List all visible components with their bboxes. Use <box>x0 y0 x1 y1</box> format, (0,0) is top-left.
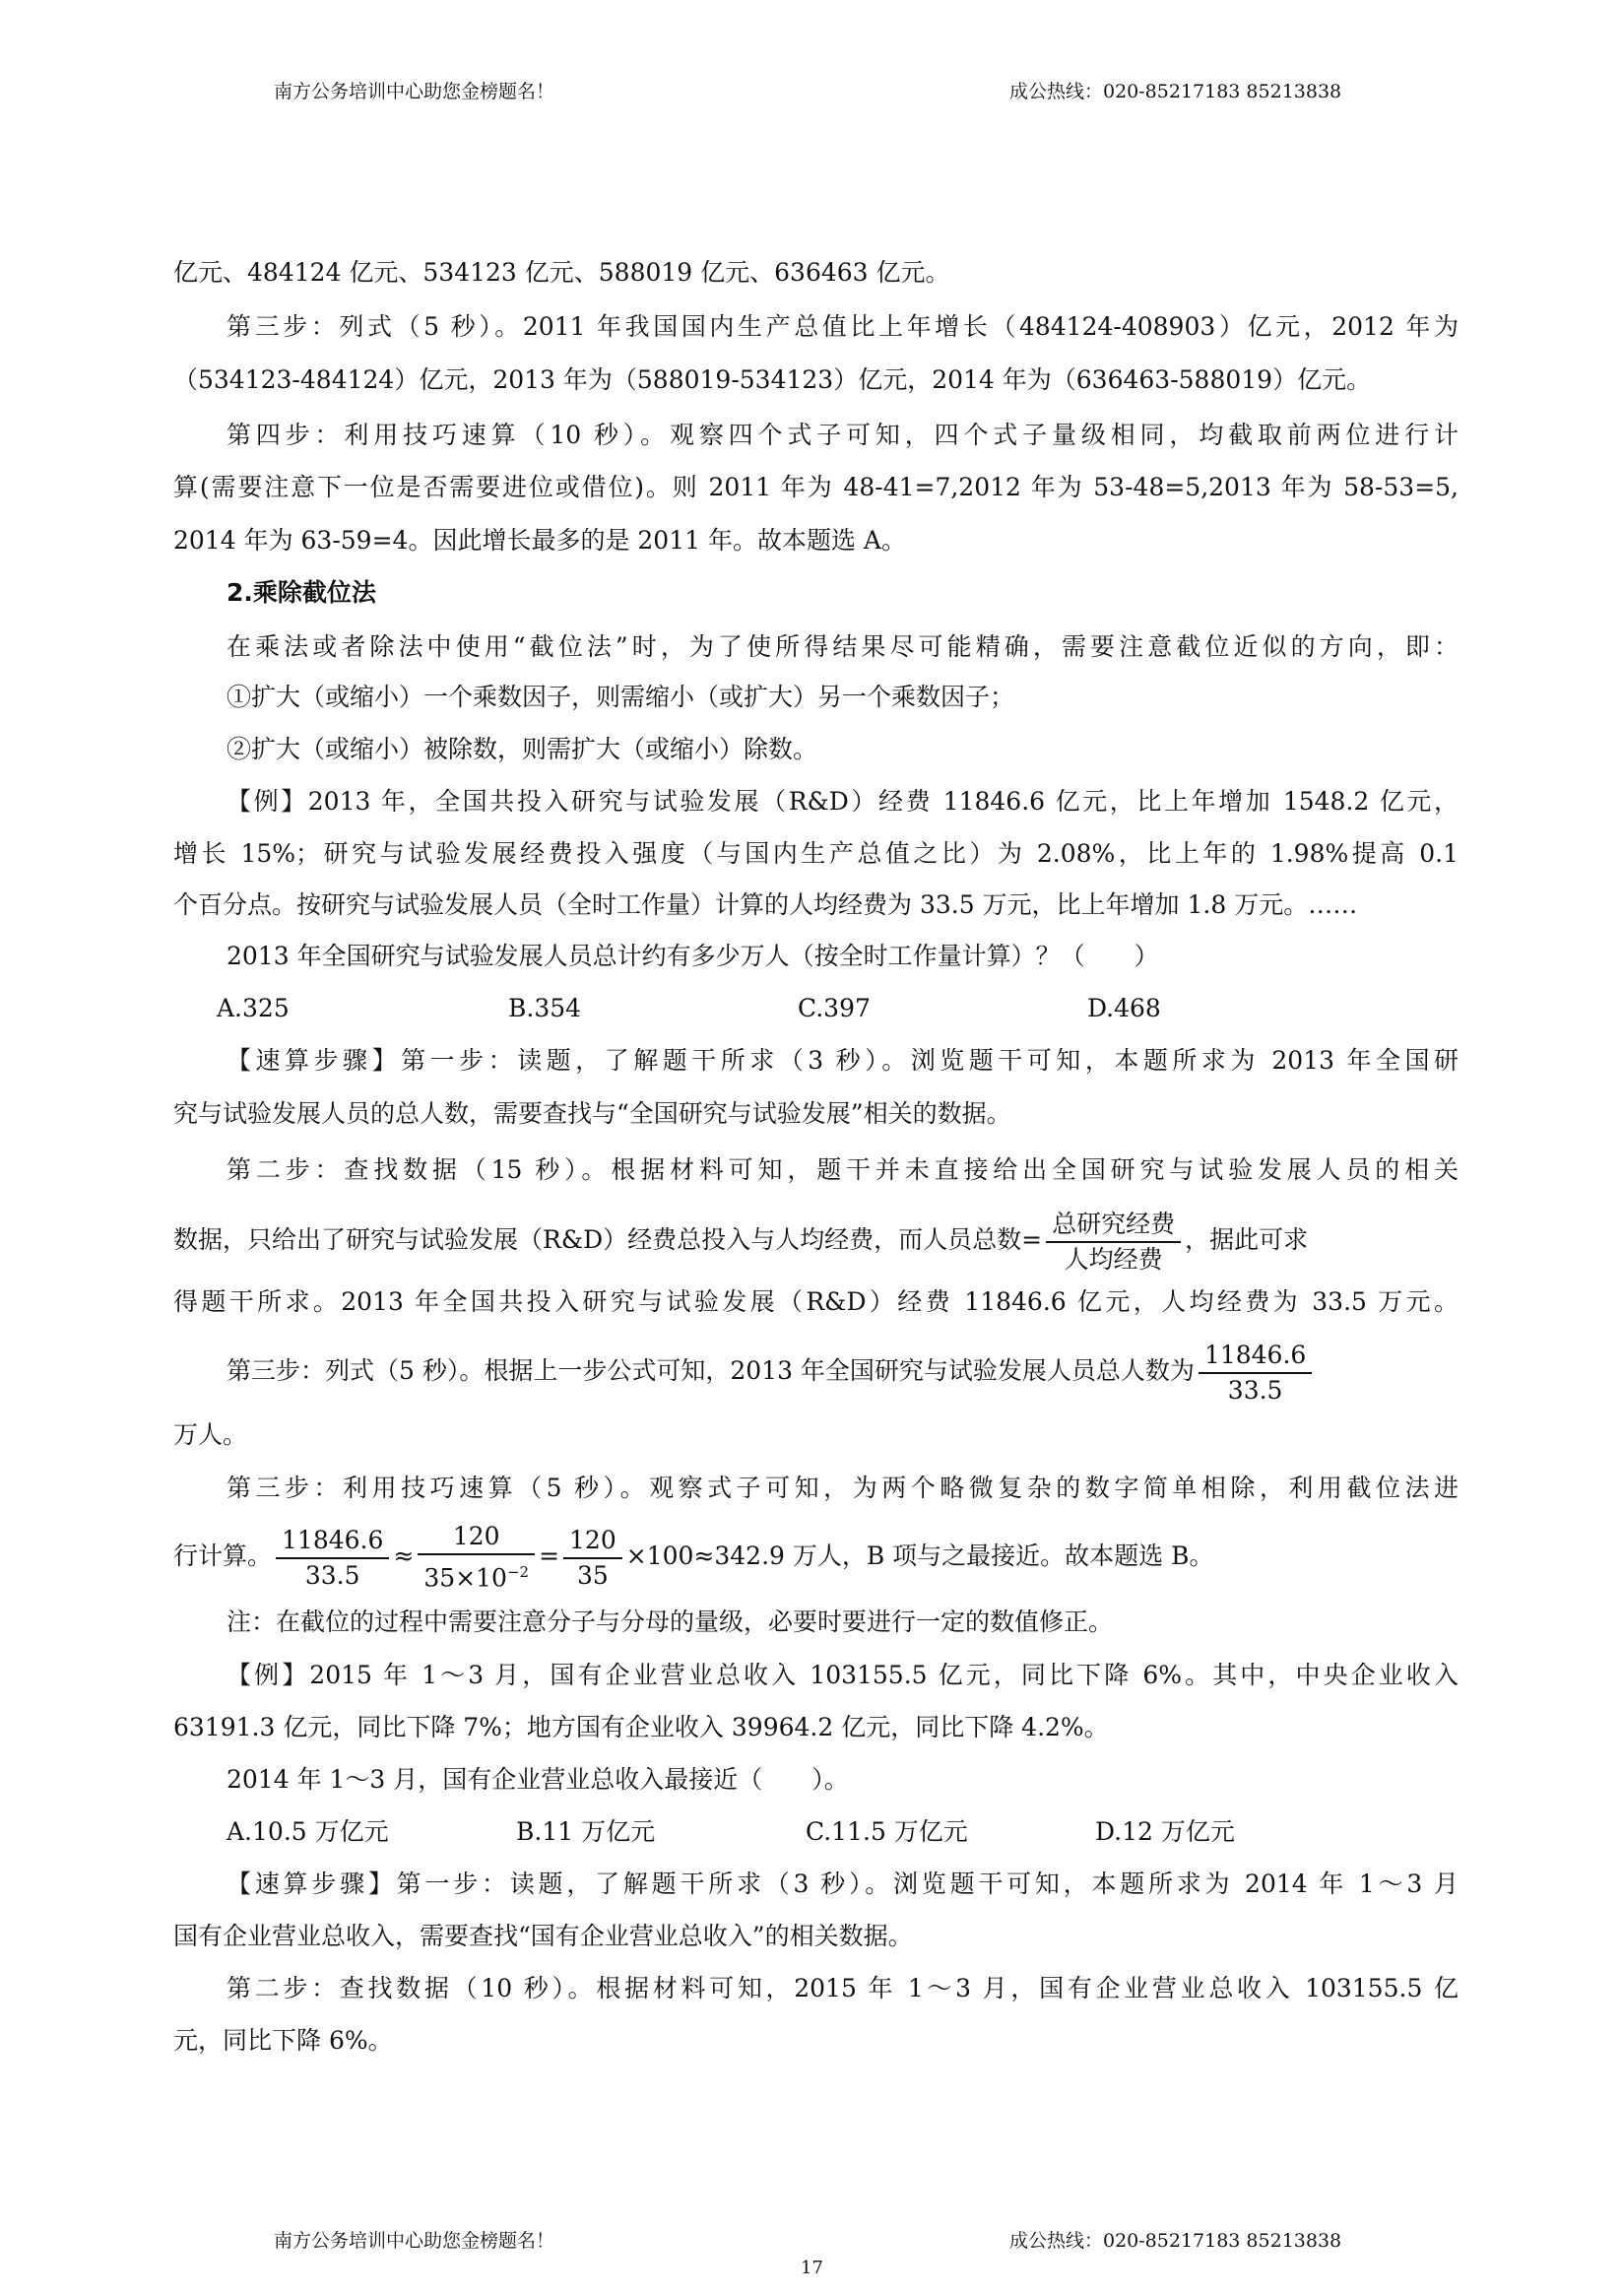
section-heading: 2.乘除截位法 <box>227 578 376 607</box>
example-line: 增长 15%；研究与试验发展经费投入强度（与国内生产总值之比）为 2.08%，比上年的 1.98%提高 0.1 <box>173 839 1459 868</box>
fraction-denominator: 人均经费 <box>1064 1244 1163 1274</box>
solution-line: 【速算步骤】第一步：读题，了解题干所求（3 秒）。浏览题干可知，本题所求为 2013 年全国研 <box>227 1046 1459 1075</box>
fraction <box>418 1520 535 1595</box>
paragraph-line: 在乘法或者除法中使用“截位法”时，为了使所得结果尽可能精确，需要注意截位近似的方向，即： <box>227 632 1459 661</box>
option-a: A.325 <box>217 994 290 1022</box>
example-line: 63191.3 亿元，同比下降 7%；地方国有企业收入 39964.2 亿元，同比下降 4.2%。 <box>173 1713 1109 1741</box>
option-a: A.10.5 万亿元 <box>227 1817 389 1846</box>
footer-left-text: 南方公务培训中心助您金榜题名！ <box>274 2230 555 2252</box>
answer-options <box>173 990 1459 1027</box>
paragraph-line: 第三步：列式（5 秒）。2011 年我国国内生产总值比上年增长（484124-408903）亿元，2012 年为 <box>227 312 1459 341</box>
paragraph-line: 算(需要注意下一位是否需要进位或借位)。则 2011 年为 48-41=7,2012 年为 53-48=5,2013 年为 58-53=5, <box>173 473 1459 501</box>
text-run: ，据此可求 <box>1185 1225 1309 1254</box>
page-number: 17 <box>801 2258 823 2278</box>
example-line: 个百分点。按研究与试验发展人员（全时工作量）计算的人均经费为 33.5 万元，比上年增加 1.8 万元。…… <box>173 890 1358 919</box>
paragraph-line: 亿元、484124 亿元、534123 亿元、588019 亿元、636463 亿元。 <box>173 258 950 287</box>
option-b: B.354 <box>508 994 582 1022</box>
solution-line: 究与试验发展人员的总人数，需要查找与“全国研究与试验发展”相关的数据。 <box>173 1099 1011 1128</box>
fraction <box>276 1524 389 1593</box>
equals-sign: = <box>539 1542 560 1570</box>
option-d: D.468 <box>1087 994 1161 1022</box>
solution-line: 第三步：利用技巧速算（5 秒）。观察式子可知，为两个略微复杂的数字简单相除，利用截位法进 <box>227 1474 1459 1502</box>
answer-options <box>173 1813 1459 1851</box>
fraction-numerator: 11846.6 <box>276 1524 389 1559</box>
header-left-text: 南方公务培训中心助您金榜题名！ <box>274 81 555 102</box>
solution-line: 得题干所求。2013 年全国共投入研究与试验发展（R&D）经费 11846.6 亿元，人均经费为 33.5 万元。 <box>173 1287 1459 1316</box>
option-d: D.12 万亿元 <box>1095 1817 1235 1846</box>
solution-line-formula <box>227 1334 1316 1409</box>
solution-line: 万人。 <box>173 1420 248 1449</box>
fraction-denominator: 33.5 <box>304 1560 360 1590</box>
solution-line: 第二步：查找数据（10 秒）。根据材料可知，2015 年 1～3 月，国有企业营业总收入 103155.5 亿 <box>227 1974 1459 2002</box>
fraction-numerator: 120 <box>418 1520 535 1555</box>
approx-sign: ≈ <box>393 1542 415 1570</box>
text-run: 行计算。 <box>173 1542 273 1570</box>
example-line: 【例】2015 年 1～3 月，国有企业营业总收入 103155.5 亿元，同比下降 6%。其中，中央企业收入 <box>227 1661 1459 1689</box>
fraction <box>1046 1208 1181 1277</box>
example-line: 【例】2013 年，全国共投入研究与试验发展（R&D）经费 11846.6 亿元，比上年增加 1548.2 亿元， <box>227 787 1459 816</box>
option-b: B.11 万亿元 <box>516 1817 656 1846</box>
text-run: ×100≈342.9 万人，B 项与之最接近。故本题选 B。 <box>625 1542 1214 1570</box>
fraction-denominator: 35 <box>576 1560 609 1590</box>
header-hotline: 成公热线：020-85217183 85213838 <box>1009 81 1342 102</box>
text-run: 第三步：列式（5 秒）。根据上一步公式可知，2013 年全国研究与试验发展人员总人数为 <box>227 1356 1195 1385</box>
question-text: 2014 年 1～3 月，国有企业营业总收入最接近（ ）。 <box>227 1765 849 1794</box>
solution-line: 国有企业营业总收入，需要查找“国有企业营业总收入”的相关数据。 <box>173 1922 913 1950</box>
fraction-denominator <box>418 1555 535 1595</box>
solution-line: 第二步：查找数据（15 秒）。根据材料可知，题干并未直接给出全国研究与试验发展人员的相关 <box>227 1155 1459 1184</box>
paragraph-line: 第四步：利用技巧速算（10 秒）。观察四个式子可知，四个式子量级相同，均截取前两位进行计 <box>227 421 1459 449</box>
solution-line: 元，同比下降 6%。 <box>173 2026 393 2055</box>
fraction-numerator: 总研究经费 <box>1046 1208 1181 1243</box>
option-c: C.11.5 万亿元 <box>806 1817 968 1846</box>
fraction-denominator: 33.5 <box>1227 1375 1283 1405</box>
fraction <box>563 1524 622 1593</box>
solution-line-formula <box>173 1519 1214 1596</box>
exponent: −2 <box>506 1563 530 1582</box>
note-line: 注：在截位的过程中需要注意分子与分母的量级，必要时要进行一定的数值修正。 <box>227 1607 1114 1636</box>
paragraph-line: （534123-484124）亿元，2013 年为（588019-534123）亿元，2014 年为（636463-588019）亿元。 <box>173 365 1372 394</box>
denominator-base: 35×10 <box>423 1563 507 1593</box>
option-c: C.397 <box>798 994 871 1022</box>
list-item: ①扩大（或缩小）一个乘数因子，则需缩小（或扩大）另一个乘数因子； <box>227 683 1015 711</box>
list-item: ②扩大（或缩小）被除数，则需扩大（或缩小）除数。 <box>227 735 818 763</box>
question-text: 2013 年全国研究与试验发展人员总计约有多少万人（按全时工作量计算）？（ ） <box>227 942 1159 970</box>
footer-hotline: 成公热线：020-85217183 85213838 <box>1009 2230 1342 2252</box>
fraction <box>1199 1339 1312 1408</box>
solution-line-formula <box>173 1203 1308 1278</box>
paragraph-line: 2014 年为 63-59=4。因此增长最多的是 2011 年。故本题选 A。 <box>173 526 906 555</box>
solution-line: 【速算步骤】第一步：读题，了解题干所求（3 秒）。浏览题干可知，本题所求为 2014 年 1～3 月 <box>227 1870 1459 1898</box>
text-run: 数据，只给出了研究与试验发展（R&D）经费总投入与人均经费，而人员总数= <box>173 1225 1043 1254</box>
fraction-numerator: 11846.6 <box>1199 1339 1312 1374</box>
fraction-numerator: 120 <box>563 1524 622 1559</box>
